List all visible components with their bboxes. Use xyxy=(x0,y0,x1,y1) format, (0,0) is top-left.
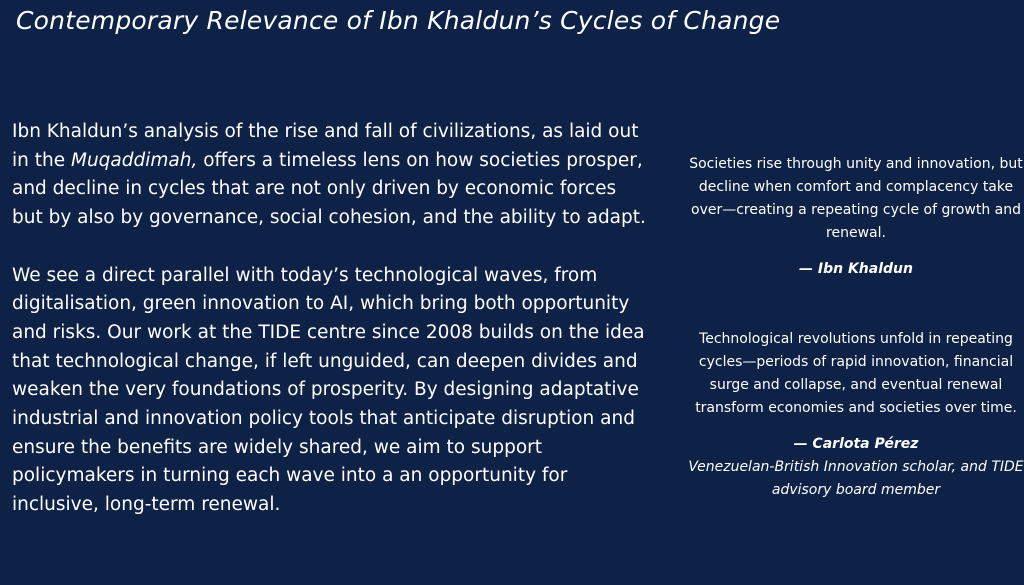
paragraph-1-intro: Ibn Khaldun’s analysis of the rise and fall of civilizations, as laid out in the xyxy=(12,121,639,171)
page-title: Contemporary Relevance of Ibn Khaldun’s Cycles of Change xyxy=(16,6,781,35)
paragraph-2: We see a direct parallel with today’s technological waves, from digitalisation, green innovation to AI, which bring both opportunity and risks. Our work at the TIDE centre since 2008 builds on the idea that technological change, if left unguided, can deepen divides and weaken the very foundations of prosperity. By designing adaptative industrial and innovation policy tools that anticipate disruption and ensure the benefits are widely shared, we aim to support policymakers in turning each wave into a an opportunity for inclusive, long-term renewal. xyxy=(12,264,645,516)
main-text xyxy=(12,118,652,520)
book-title: Muqaddimah, xyxy=(71,149,198,171)
paragraph-1 xyxy=(12,118,652,233)
quote-text: Technological revolutions unfold in repeating cycles—periods of rapid innovation, financial surge and collapse, and eventual renewal transform economies and societies over time. xyxy=(695,331,1017,416)
paragraph-1-rest: offers a timeless lens on how societies prosper, and decline in cycles that are not only driven by economic forces but by also by governance, social cohesion, and the ability to adapt. xyxy=(12,149,646,229)
quote-carlota-perez xyxy=(688,328,1024,502)
quote-ibn-khaldun xyxy=(688,153,1024,281)
quote-author: — Carlota Pérez xyxy=(793,436,919,452)
quote-author-role: Venezuelan-British Innovation scholar, and TIDE advisory board member xyxy=(688,459,1024,498)
quote-author: — Ibn Khaldun xyxy=(799,261,913,277)
quote-text: Societies rise through unity and innovation, but decline when comfort and complacency take over—creating a repeating cycle of growth and renewal. xyxy=(689,156,1023,241)
